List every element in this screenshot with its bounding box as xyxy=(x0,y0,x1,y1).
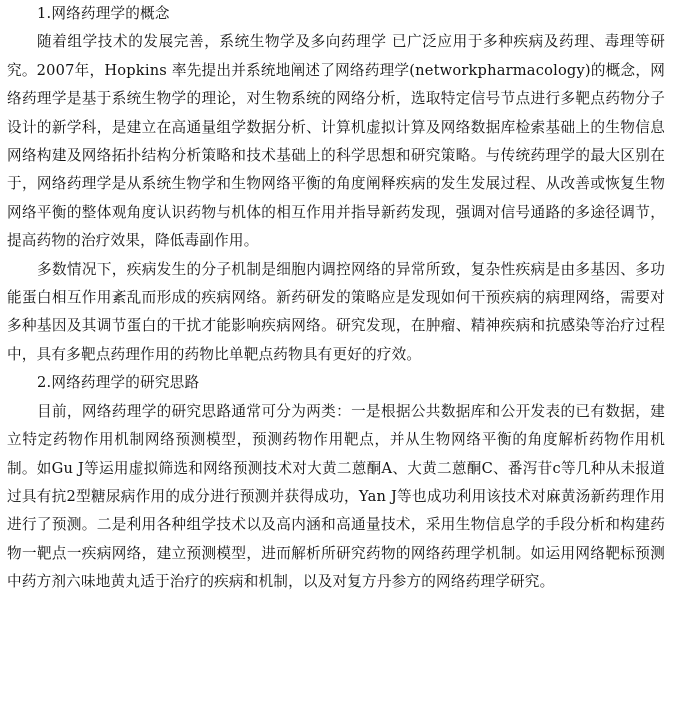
section-heading-research-approach: 2.网络药理学的研究思路 xyxy=(37,374,200,392)
document-body xyxy=(7,0,665,597)
paragraph-concept-intro: 随着组学技术的发展完善，系统生物学及多向药理学 已广泛应用于多种疾病及药理、毒理等研究。2007年，Hopkins 率先提出并系统地阐述了网络药理学(networkpharmacology)的概念，网络药理学是基于系统生物学的理论，对生物系统的网络分析，选取特定信号节点进行多靶点药物分子设计的新学科，是建立在高通量组学数据分析、计算机虚拟计算及网络数据库检索基础上的生物信息网络构建及网络拓扑结构分析策略和技术基础上的科学思想和研究策略。与传统药理学的最大区别在于，网络药理学是从系统生物学和生物网络平衡的角度阐释疾病的发生发展过程、从改善或恢复生物网络平衡的整体观角度认识药物与机体的相互作用并指导新药发现，强调对信号通路的多途径调节，提高药物的治疗效果，降低毒副作用。 xyxy=(7,33,665,250)
paragraph-research-approach: 目前，网络药理学的研究思路通常可分为两类：一是根据公共数据库和公开发表的已有数据，建立特定药物作用机制网络预测模型，预测药物作用靶点，并从生物网络平衡的角度解析药物作用机制。如Gu J等运用虚拟筛选和网络预测技术对大黄二蒽酮A、大黄二蒽酮C、番泻苷c等几种从未报道过具有抗2型糖尿病作用的成分进行预测并获得成功，Yan J等也成功利用该技术对麻黄汤新药理作用进行了预测。二是利用各种组学技术以及高内涵和高通量技术，采用生物信息学的手段分析和构建药物一靶点一疾病网络，建立预测模型，进而解析所研究药物的网络药理学机制。如运用网络靶标预测中药方剂六味地黄丸适于治疗的疾病和机制，以及对复方丹参方的网络药理学研究。 xyxy=(7,402,665,591)
section-heading-concept: 1.网络药理学的概念 xyxy=(37,5,170,22)
paragraph-disease-mechanism: 多数情况下，疾病发生的分子机制是细胞内调控网络的异常所致，复杂性疾病是由多基因、多功能蛋白相互作用紊乱而形成的疾病网络。新药研发的策略应是发现如何干预疾病的病理网络，需要对多种基因及其调节蛋白的干扰才能影响疾病网络。研究发现，在肿瘤、精神疾病和抗感染等治疗过程中，具有多靶点药理作用的药物比单靶点药物具有更好的疗效。 xyxy=(7,260,665,363)
